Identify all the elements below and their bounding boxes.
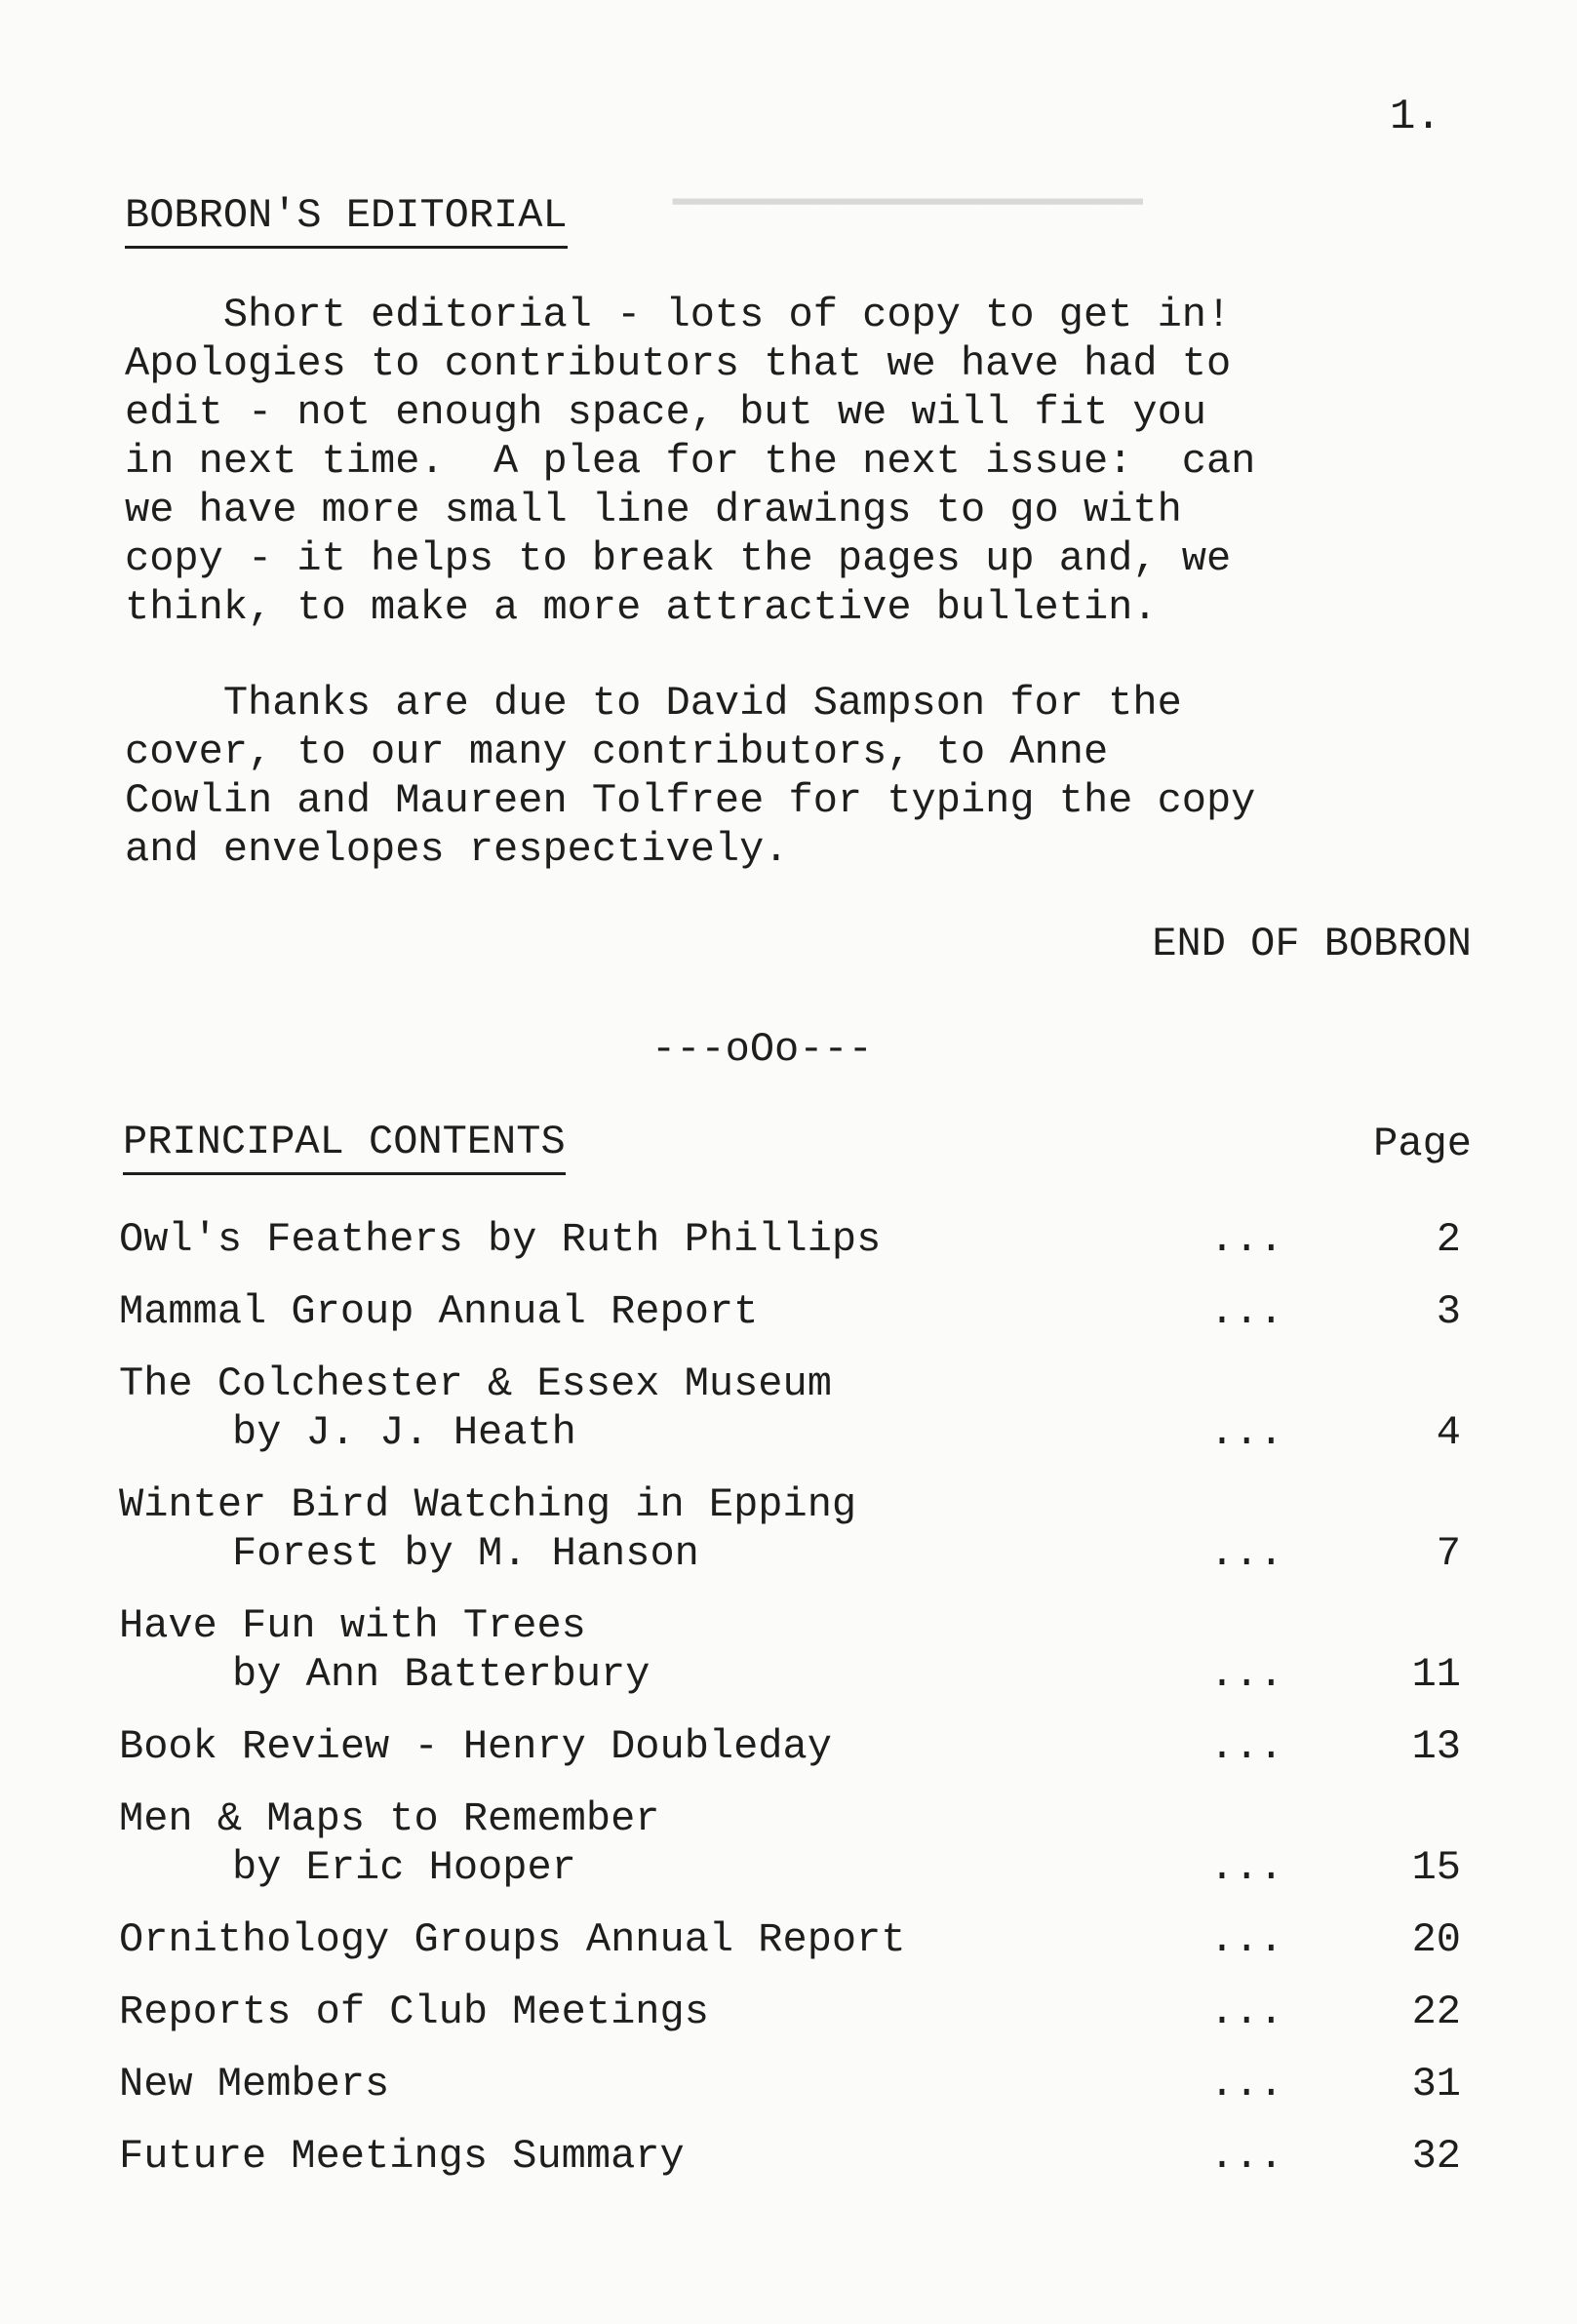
editorial-line: we have more small line drawings to go with: [125, 487, 1182, 533]
contents-entry-title-continuation: by J. J. Heath: [232, 1409, 576, 1456]
contents-entry-title: Ornithology Groups Annual Report: [119, 1916, 906, 1963]
contents-entry: [119, 1915, 1475, 1964]
contents-entry-page-number: 15: [1411, 1844, 1461, 1891]
section-separator: ---oOo---: [651, 1026, 873, 1073]
contents-entry: [119, 2060, 1475, 2108]
contents-entry-leader-dots: ...: [1209, 1723, 1283, 1770]
contents-entry-leader-dots: ...: [1209, 1530, 1283, 1577]
contents-entry-title: Mammal Group Annual Report: [119, 1288, 759, 1335]
contents-entry-leader-dots: ...: [1209, 1216, 1283, 1263]
contents-entry: [119, 2132, 1475, 2181]
editorial-line: cover, to our many contributors, to Anne: [125, 729, 1109, 775]
contents-entry-page-number: 7: [1436, 1530, 1461, 1577]
contents-entry-title: Owl's Feathers by Ruth Phillips: [119, 1216, 882, 1263]
contents-entry-title: New Members: [119, 2061, 390, 2107]
contents-entry-title: Future Meetings Summary: [119, 2133, 685, 2180]
editorial-line: Short editorial - lots of copy to get in!: [125, 292, 1232, 338]
contents-entry-page-number: 13: [1411, 1723, 1461, 1770]
contents-entry-title: The Colchester & Essex Museum: [119, 1360, 832, 1407]
editorial-line: Apologies to contributors that we have had to: [125, 340, 1232, 387]
contents-entry: [119, 1794, 1475, 1892]
contents-entry: [119, 1722, 1475, 1771]
contents-entry: [119, 1359, 1475, 1457]
contents-entry-title: Have Fun with Trees: [119, 1602, 586, 1649]
contents-entry-page-number: 3: [1436, 1288, 1461, 1335]
editorial-line: edit - not enough space, but we will fit you: [125, 389, 1206, 436]
contents-entry-leader-dots: ...: [1209, 1651, 1283, 1698]
contents-entry: [119, 1215, 1475, 1264]
contents-entry-title: Reports of Club Meetings: [119, 1989, 709, 2035]
contents-entry: [119, 1480, 1475, 1578]
contents-entry-leader-dots: ...: [1209, 1409, 1283, 1456]
contents-page-column-label: Page: [1373, 1121, 1472, 1167]
contents-entry-page-number: 22: [1411, 1989, 1461, 2035]
contents-entry-leader-dots: ...: [1209, 1288, 1283, 1335]
show-through-heading: ▔▔▔▔▔▔▔▔▔▔▔▔▔▔▔▔▔▔▔▔: [673, 204, 1143, 248]
editorial-line: in next time. A plea for the next issue: can: [125, 438, 1256, 485]
editorial-paragraph-2: [125, 679, 1475, 874]
editorial-signoff: END OF BOBRON: [1152, 921, 1472, 967]
contents-entry-leader-dots: ...: [1209, 1844, 1283, 1891]
contents-heading: PRINCIPAL CONTENTS: [123, 1122, 566, 1175]
editorial-line: Cowlin and Maureen Tolfree for typing the copy: [125, 777, 1256, 824]
contents-entry-title: Men & Maps to Remember: [119, 1795, 660, 1842]
contents-entry-page-number: 31: [1411, 2061, 1461, 2107]
contents-list: [119, 1215, 1475, 2204]
contents-entry-page-number: 2: [1436, 1216, 1461, 1263]
contents-entry-title: Winter Bird Watching in Epping: [119, 1481, 857, 1528]
contents-entry-page-number: 20: [1411, 1916, 1461, 1963]
contents-entry-leader-dots: ...: [1209, 1916, 1283, 1963]
editorial-line: Thanks are due to David Sampson for the: [125, 680, 1182, 727]
editorial-line: and envelopes respectively.: [125, 826, 789, 873]
contents-entry-leader-dots: ...: [1209, 1989, 1283, 2035]
contents-entry-page-number: 4: [1436, 1409, 1461, 1456]
editorial-heading: BOBRON'S EDITORIAL: [125, 195, 568, 249]
page-number: 1.: [1390, 93, 1441, 141]
contents-entry-leader-dots: ...: [1209, 2061, 1283, 2107]
contents-entry-page-number: 32: [1411, 2133, 1461, 2180]
editorial-line: copy - it helps to break the pages up and, we: [125, 535, 1232, 582]
editorial-paragraph-1: [125, 291, 1475, 632]
contents-entry-title-continuation: by Ann Batterbury: [232, 1651, 651, 1698]
contents-entry-page-number: 11: [1411, 1651, 1461, 1698]
contents-entry: [119, 1601, 1475, 1699]
contents-entry-leader-dots: ...: [1209, 2133, 1283, 2180]
contents-entry: [119, 1988, 1475, 2036]
contents-entry-title: Book Review - Henry Doubleday: [119, 1723, 832, 1770]
editorial-line: think, to make a more attractive bulletin.: [125, 584, 1158, 631]
contents-entry-title-continuation: Forest by M. Hanson: [232, 1530, 699, 1577]
contents-entry-title-continuation: by Eric Hooper: [232, 1844, 576, 1891]
contents-entry: [119, 1287, 1475, 1336]
